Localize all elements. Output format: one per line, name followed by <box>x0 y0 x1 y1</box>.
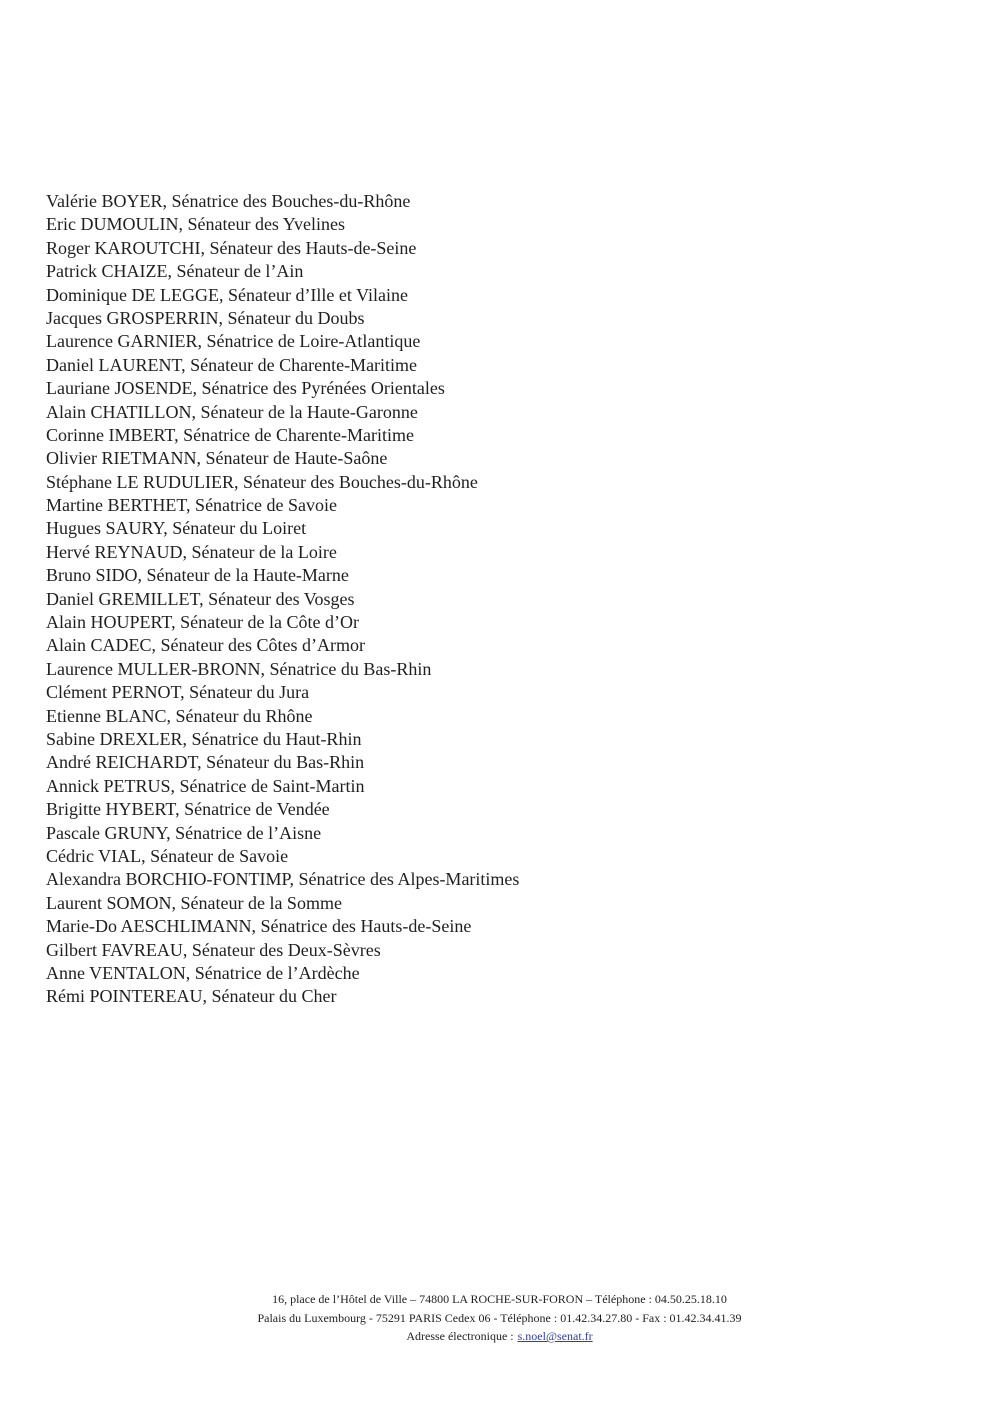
senator-line: Sabine DREXLER, Sénatrice du Haut-Rhin <box>46 728 362 749</box>
footer-address-line-2: Palais du Luxembourg - 75291 PARIS Cedex 06 - Téléphone : 01.42.34.27.80 - Fax : 01.42.34.41.39 <box>257 1310 742 1325</box>
senator-line: Alain HOUPERT, Sénateur de la Côte d’Or <box>46 612 360 633</box>
senator-line: Valérie BOYER, Sénatrice des Bouches-du-Rhône <box>46 191 411 211</box>
senator-line: Martine BERTHET, Sénatrice de Savoie <box>46 495 337 516</box>
senator-line: Alain CADEC, Sénateur des Côtes d’Armor <box>46 635 365 656</box>
senator-line: Laurence GARNIER, Sénatrice de Loire-Atlantique <box>46 331 421 352</box>
senator-line: Patrick CHAIZE, Sénateur de l’Ain <box>46 261 304 282</box>
page-footer <box>0 1290 999 1346</box>
senator-line: Eric DUMOULIN, Sénateur des Yvelines <box>46 214 345 235</box>
senator-line: Stéphane LE RUDULIER, Sénateur des Bouches-du-Rhône <box>46 471 478 492</box>
senator-line: Roger KAROUTCHI, Sénateur des Hauts-de-Seine <box>46 237 417 258</box>
senator-line: Marie-Do AESCHLIMANN, Sénatrice des Hauts-de-Seine <box>46 916 472 937</box>
senator-line: Laurence MULLER-BRONN, Sénatrice du Bas-Rhin <box>46 658 432 679</box>
senator-line: Cédric VIAL, Sénateur de Savoie <box>46 845 289 866</box>
senator-line: Bruno SIDO, Sénateur de la Haute-Marne <box>46 565 349 586</box>
senator-line: Anne VENTALON, Sénatrice de l’Ardèche <box>46 962 360 983</box>
senator-line: Hugues SAURY, Sénateur du Loiret <box>46 518 307 539</box>
senator-line: Gilbert FAVREAU, Sénateur des Deux-Sèvres <box>46 939 381 960</box>
footer-email-line <box>0 1327 999 1346</box>
senator-line: André REICHARDT, Sénateur du Bas-Rhin <box>46 752 365 773</box>
senator-line: Pascale GRUNY, Sénatrice de l’Aisne <box>46 822 322 843</box>
senator-line: Rémi POINTEREAU, Sénateur du Cher <box>46 986 337 1007</box>
senator-list <box>46 190 946 1009</box>
senator-line: Laurent SOMON, Sénateur de la Somme <box>46 892 342 913</box>
senator-line: Hervé REYNAUD, Sénateur de la Loire <box>46 541 337 562</box>
senator-line: Alexandra BORCHIO-FONTIMP, Sénatrice des Alpes-Maritimes <box>46 869 520 890</box>
senator-line: Corinne IMBERT, Sénatrice de Charente-Maritime <box>46 424 414 445</box>
email-link[interactable]: s.noel@senat.fr <box>517 1329 593 1344</box>
senator-line: Daniel GREMILLET, Sénateur des Vosges <box>46 588 355 609</box>
senator-line: Annick PETRUS, Sénatrice de Saint-Martin <box>46 775 365 796</box>
senator-line: Clément PERNOT, Sénateur du Jura <box>46 682 310 703</box>
senator-line: Jacques GROSPERRIN, Sénateur du Doubs <box>46 307 365 328</box>
senator-line: Lauriane JOSENDE, Sénatrice des Pyrénées Orientales <box>46 378 445 399</box>
senator-line: Dominique DE LEGGE, Sénateur d’Ille et Vilaine <box>46 284 408 305</box>
senator-line: Olivier RIETMANN, Sénateur de Haute-Saône <box>46 448 388 469</box>
senator-line: Alain CHATILLON, Sénateur de la Haute-Garonne <box>46 401 418 422</box>
senator-line: Etienne BLANC, Sénateur du Rhône <box>46 705 313 726</box>
senator-line: Daniel LAURENT, Sénateur de Charente-Maritime <box>46 354 418 375</box>
footer-email-label: Adresse électronique : <box>406 1329 514 1344</box>
footer-address-line-1: 16, place de l’Hôtel de Ville – 74800 LA ROCHE-SUR-FORON – Téléphone : 04.50.25.18.10 <box>272 1292 727 1306</box>
senator-line: Brigitte HYBERT, Sénatrice de Vendée <box>46 799 330 820</box>
